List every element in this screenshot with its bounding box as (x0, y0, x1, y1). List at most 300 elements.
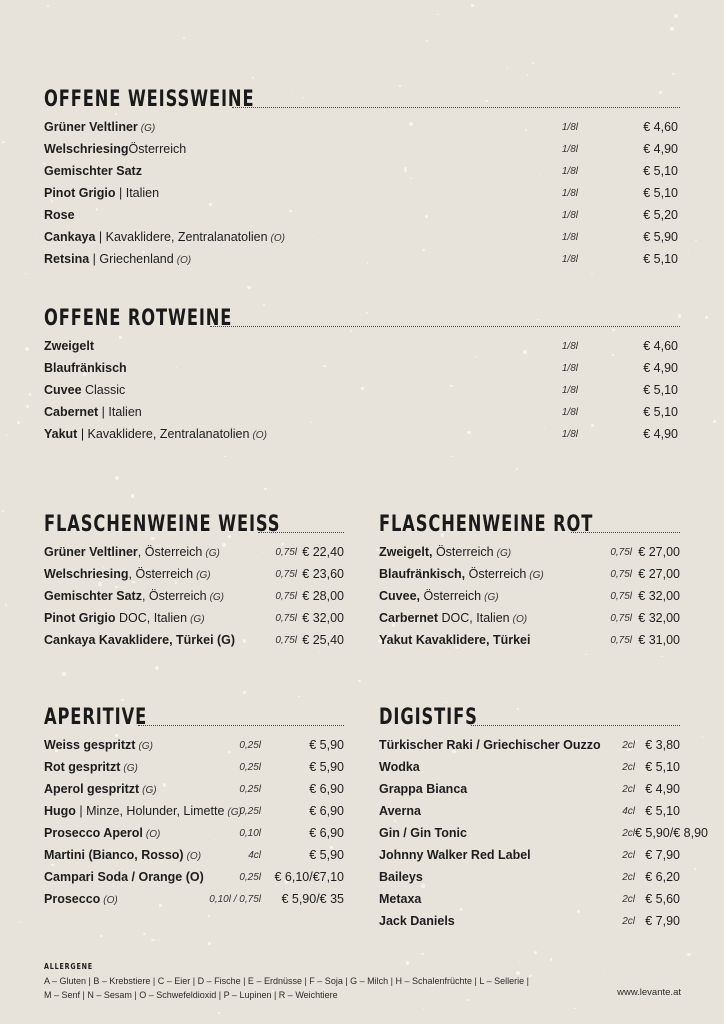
item-volume: 0,75l (275, 612, 297, 624)
item-name: Martini (Bianco, Rosso) (44, 848, 184, 862)
item-origin: , Österreich (128, 567, 194, 581)
item-volume: 2cl (622, 893, 635, 905)
section-header (44, 304, 680, 330)
item-origin: , Österreich (141, 589, 207, 603)
item-name: Gin / Gin Tonic (379, 826, 467, 840)
allergen-code: (O) (512, 614, 528, 625)
item-name-group (44, 164, 502, 178)
item-name: Baileys (379, 870, 423, 884)
item-name: Cuvee (44, 383, 82, 397)
paper-speck (451, 456, 452, 457)
item-volume: 0,75l (275, 568, 297, 580)
item-volume: 2cl (622, 871, 635, 883)
item-origin: Österreich (420, 589, 482, 603)
menu-item (44, 182, 680, 204)
item-volume: 1/8l (561, 231, 578, 243)
allergen-code: (G) (529, 570, 544, 581)
item-price: € 4,90 (643, 427, 678, 441)
menu-item (379, 778, 680, 800)
website-link[interactable]: www.levante.at (617, 987, 681, 998)
paper-speck (426, 40, 428, 42)
menu-item (44, 401, 680, 423)
paper-speck (702, 736, 703, 737)
allergen-code: (O) (252, 430, 267, 441)
item-name-group (44, 361, 502, 375)
item-name-group (379, 567, 584, 581)
item-price: € 6,90 (309, 826, 344, 840)
allergen-code: (G) (209, 592, 225, 603)
paper-speck (298, 696, 300, 697)
item-price: € 6,90 (309, 782, 344, 796)
item-price: € 5,90 (309, 738, 344, 752)
item-name: Zweigelt, (379, 545, 433, 559)
paper-speck (516, 468, 519, 471)
menu-item (44, 563, 344, 585)
item-price: € 5,90 (643, 230, 678, 244)
item-volume: 0,25l (239, 761, 261, 773)
item-name: Averna (379, 804, 421, 818)
paper-speck (437, 14, 439, 16)
section-aperitive (44, 703, 344, 910)
menu-item (44, 866, 344, 888)
paper-speck (670, 27, 674, 31)
section-offene-rotweine (44, 304, 680, 445)
paper-speck (694, 868, 696, 870)
paper-speck (705, 316, 709, 319)
item-volume: 0,25l (239, 783, 261, 795)
paper-speck (224, 456, 225, 457)
item-name-group (379, 892, 569, 906)
item-volume: 2cl (622, 783, 635, 795)
paper-speck (527, 74, 529, 76)
item-volume: 1/8l (561, 362, 578, 374)
item-name-group (379, 782, 569, 796)
paper-speck (29, 393, 31, 396)
item-price: € 6,10/€7,10 (274, 870, 344, 884)
menu-item (379, 800, 680, 822)
paper-speck (264, 488, 267, 490)
item-volume: 0,25l (239, 739, 261, 751)
paper-speck (687, 953, 691, 956)
item-name-group (44, 230, 502, 244)
menu-item (379, 844, 680, 866)
item-price: € 5,90 (309, 848, 344, 862)
paper-speck (661, 656, 663, 657)
item-volume: 0,75l (610, 546, 632, 558)
item-volume: 2cl (622, 739, 635, 751)
item-price: € 4,60 (643, 120, 678, 134)
paper-speck (26, 405, 30, 408)
dotted-rule (210, 326, 680, 327)
item-name-group (44, 120, 502, 134)
section-title: FLASCHENWEINE WEISS (44, 512, 281, 537)
item-volume: 0,75l (610, 590, 632, 602)
section-title: APERITIVE (44, 705, 148, 730)
item-price: € 23,60 (302, 567, 344, 581)
item-name-group (44, 567, 249, 581)
item-name: Prosecco Aperol (44, 826, 143, 840)
menu-item (44, 335, 680, 357)
allergen-title: ALLERGENE (44, 962, 93, 971)
item-origin: Österreich (432, 545, 494, 559)
item-price: € 7,90 (645, 848, 680, 862)
dotted-rule (232, 107, 680, 108)
item-name: Cankaya (44, 230, 96, 244)
item-price: € 5,10 (643, 252, 678, 266)
item-origin: | Italien (98, 405, 142, 419)
item-price: € 5,20 (643, 208, 678, 222)
menu-item (44, 607, 344, 629)
item-volume: 2cl (622, 849, 635, 861)
dotted-rule (138, 725, 344, 726)
paper-speck (573, 31, 575, 33)
item-name-group (379, 633, 584, 647)
item-name: Jack Daniels (379, 914, 455, 928)
item-name-group (44, 804, 242, 818)
item-volume: 0,75l (275, 546, 297, 558)
item-price: € 7,90 (645, 914, 680, 928)
item-name: Prosecco (44, 892, 101, 906)
item-name-group (44, 427, 502, 441)
allergen-code: (O) (176, 255, 192, 266)
menu-item (44, 226, 680, 248)
menu-item (44, 778, 344, 800)
item-volume: 1/8l (561, 253, 578, 265)
item-name: Retsina (44, 252, 90, 266)
item-price: € 6,20 (645, 870, 680, 884)
item-name-group (44, 545, 249, 559)
item-origin: | Minze, Holunder, Limette (75, 804, 225, 818)
allergen-code: (O) (186, 851, 202, 862)
item-name-group (44, 848, 202, 862)
menu-item (44, 248, 680, 270)
item-volume: 1/8l (561, 121, 578, 133)
paper-speck (2, 510, 4, 512)
menu-item (44, 160, 680, 182)
section-digistifs (379, 703, 708, 932)
paper-speck (674, 14, 678, 18)
paper-speck (252, 77, 254, 79)
item-name: Grüner Veltliner (44, 120, 138, 134)
section-flaschenweine-weiss (44, 510, 344, 651)
paper-speck (19, 921, 21, 923)
item-volume: 1/8l (561, 428, 578, 440)
paper-speck (358, 680, 361, 682)
section-title: OFFENE ROTWEINE (44, 306, 233, 331)
item-price: € 5,10 (643, 164, 678, 178)
item-name: Campari Soda / Orange (O) (44, 870, 204, 884)
item-price: € 32,00 (302, 611, 344, 625)
item-name: Rot gespritzt (44, 760, 121, 774)
paper-speck (155, 666, 159, 670)
item-volume: 0,10l (239, 827, 261, 839)
item-name-group (44, 186, 502, 200)
paper-speck (131, 494, 135, 498)
allergen-code: (O) (270, 233, 285, 244)
paper-speck (574, 1008, 576, 1009)
item-origin: Österreich (465, 567, 527, 581)
item-origin: DOC, Italien (438, 611, 510, 625)
section-flaschenweine-rot (379, 510, 680, 651)
item-volume: 1/8l (561, 406, 578, 418)
paper-speck (695, 240, 697, 242)
section-header (379, 703, 680, 729)
paper-speck (37, 784, 38, 785)
menu-item (44, 888, 344, 910)
item-name: Cabernet (44, 405, 99, 419)
dotted-rule (471, 725, 680, 726)
paper-speck (17, 421, 20, 424)
item-name-group (379, 589, 584, 603)
paper-speck (121, 699, 124, 701)
section-title: DIGISTIFS (379, 705, 478, 730)
item-name: Gemischter Satz (44, 589, 142, 603)
item-volume: 1/8l (561, 143, 578, 155)
item-volume: 0,75l (610, 612, 632, 624)
menu-list (44, 734, 344, 910)
item-name-group (379, 848, 569, 862)
item-name-group (44, 760, 194, 774)
item-origin: , Österreich (137, 545, 203, 559)
item-name-group (379, 804, 569, 818)
item-name-group (44, 142, 502, 156)
item-volume: 0,75l (275, 634, 297, 646)
allergen-code: (G) (196, 570, 211, 581)
paper-speck (208, 915, 210, 917)
item-origin: Classic (81, 383, 126, 397)
item-name: Welschriesing (44, 567, 129, 581)
item-name-group (379, 760, 569, 774)
item-name: Blaufränkisch (44, 361, 127, 375)
item-price: € 27,00 (638, 545, 680, 559)
menu-list (44, 541, 344, 651)
item-name-group (44, 383, 502, 397)
menu-item (44, 822, 344, 844)
item-name-group (44, 611, 249, 625)
item-volume: 1/8l (561, 384, 578, 396)
paper-speck (62, 672, 66, 676)
item-price: € 32,00 (638, 611, 680, 625)
item-name-group (44, 892, 194, 906)
paper-speck (208, 942, 212, 945)
paper-speck (151, 939, 155, 942)
paper-speck (36, 238, 37, 239)
paper-speck (550, 958, 552, 961)
paper-speck (423, 1008, 425, 1009)
allergen-code: (G) (227, 807, 242, 818)
item-name-group (44, 208, 502, 222)
item-name: Türkischer Raki / Griechischer Ouzzo (379, 738, 601, 752)
item-name: Aperol gespritzt (44, 782, 140, 796)
item-name: Pinot Grigio (44, 186, 116, 200)
allergen-code: (G) (142, 785, 157, 796)
menu-item (44, 204, 680, 226)
item-price: € 25,40 (302, 633, 344, 647)
item-name-group (379, 870, 569, 884)
allergen-code: (G) (205, 548, 220, 559)
item-name-group (44, 589, 249, 603)
item-name-group (44, 339, 502, 353)
item-volume: 4cl (248, 849, 261, 861)
menu-item (44, 629, 344, 651)
item-name: Zweigelt (44, 339, 95, 353)
paper-speck (471, 4, 474, 6)
paper-speck (6, 434, 8, 436)
item-name-group (44, 826, 194, 840)
item-price: € 4,90 (643, 361, 678, 375)
allergen-legend: A – Gluten | B – Krebstiere | C – Eier | D – Fische | E – Erdnüsse | F – Soja | G – Milch | H – Schalenfrüchte | L – Sellerie | M – Senf | N – Sesam | O – Schwefeldioxid | P – Lupinen | R – Weichtiere (44, 976, 529, 1000)
item-volume: 2cl (622, 761, 635, 773)
menu-item (44, 844, 344, 866)
item-origin: | Kavaklidere, Zentralanatolien (95, 230, 268, 244)
item-name-group (379, 545, 584, 559)
item-name: Hugo (44, 804, 76, 818)
paper-speck (25, 347, 29, 350)
item-price: € 22,40 (302, 545, 344, 559)
menu-item (44, 800, 344, 822)
item-name: Cuvee, (379, 589, 420, 603)
item-price: € 27,00 (638, 567, 680, 581)
paper-speck (247, 286, 251, 288)
paper-speck (534, 951, 537, 954)
item-origin: Österreich (128, 142, 187, 156)
item-price: € 5,60 (645, 892, 680, 906)
item-price: € 31,00 (638, 633, 680, 647)
allergen-code: (G) (484, 592, 499, 603)
paper-speck (688, 253, 689, 254)
item-price: € 5,10 (643, 405, 678, 419)
menu-item (44, 734, 344, 756)
menu-item (44, 379, 680, 401)
section-title: OFFENE WEISSWEINE (44, 87, 255, 112)
item-name-group (44, 782, 194, 796)
allergen-code: (O) (103, 895, 118, 906)
item-volume: 2cl (622, 915, 635, 927)
paper-speck (421, 953, 425, 956)
item-origin: | Griechenland (89, 252, 174, 266)
item-name: Cankaya Kavaklidere, Türkei (G) (44, 633, 236, 647)
menu-item (379, 734, 680, 756)
item-name: Yakut (44, 427, 78, 441)
paper-speck (591, 273, 593, 275)
item-origin: | Italien (115, 186, 160, 200)
item-volume: 0,75l (610, 634, 632, 646)
paper-speck (183, 37, 185, 39)
menu-list (379, 541, 680, 651)
item-name-group (44, 738, 194, 752)
item-name: Gemischter Satz (44, 164, 142, 178)
paper-speck (319, 652, 320, 653)
item-price: € 32,00 (638, 589, 680, 603)
item-volume: 0,10l / 0,75l (209, 893, 261, 905)
paper-speck (713, 420, 716, 423)
paper-speck (143, 933, 146, 935)
paper-speck (243, 691, 246, 694)
item-origin: DOC, Italien (115, 611, 188, 625)
paper-speck (115, 476, 119, 480)
item-name: Blaufränkisch, (379, 567, 466, 581)
paper-speck (218, 1012, 219, 1014)
section-header (44, 703, 344, 729)
menu-list (379, 734, 708, 932)
section-header (379, 510, 680, 536)
item-volume: 0,75l (275, 590, 297, 602)
item-volume: 1/8l (561, 165, 578, 177)
item-volume: 0,25l (239, 805, 261, 817)
item-name: Wodka (379, 760, 420, 774)
menu-item (44, 585, 344, 607)
menu-item (379, 888, 680, 910)
item-price: € 4,90 (645, 782, 680, 796)
item-name: Carbernet (379, 611, 439, 625)
item-name-group (44, 870, 204, 884)
item-price: € 6,90 (309, 804, 344, 818)
menu-item (379, 866, 680, 888)
item-name-group (44, 252, 502, 266)
item-name: Grappa Bianca (379, 782, 468, 796)
paper-speck (100, 935, 103, 937)
allergen-code: (G) (496, 548, 512, 559)
item-name-group (379, 914, 569, 928)
menu-item (44, 116, 680, 138)
item-origin: | Kavaklidere, Zentralanatolien (77, 427, 250, 441)
paper-speck (585, 654, 587, 656)
allergen-code: (G) (123, 763, 138, 774)
allergen-code: (G) (140, 123, 156, 134)
menu-item (379, 563, 680, 585)
paper-speck (25, 273, 27, 274)
allergen-code: (G) (190, 614, 205, 625)
item-volume: 0,25l (239, 871, 261, 883)
item-name: Welschriesing (44, 142, 129, 156)
item-name-group (379, 611, 584, 625)
item-price: € 28,00 (302, 589, 344, 603)
paper-speck (2, 141, 6, 144)
section-title: FLASCHENWEINE ROT (379, 512, 594, 537)
item-name-group (44, 633, 249, 647)
item-volume: 4cl (622, 805, 635, 817)
item-price: € 5,90/€ 35 (281, 892, 344, 906)
menu-item (44, 756, 344, 778)
item-name: Grüner Veltliner (44, 545, 138, 559)
menu-item (379, 607, 680, 629)
menu-item (44, 541, 344, 563)
menu-item (379, 756, 680, 778)
menu-item (44, 357, 680, 379)
item-volume: 2cl (622, 827, 635, 839)
paper-speck (5, 604, 7, 606)
allergen-code: (O) (145, 829, 161, 840)
paper-speck (210, 274, 212, 275)
item-price: € 4,60 (643, 339, 678, 353)
item-price: € 5,10 (643, 383, 678, 397)
menu-item (379, 541, 680, 563)
menu-item (44, 138, 680, 160)
item-name: Weiss gespritzt (44, 738, 136, 752)
item-price: € 5,10 (645, 804, 680, 818)
allergen-code: (G) (138, 741, 153, 752)
item-price: € 5,90 (309, 760, 344, 774)
menu-item (379, 629, 680, 651)
item-name: Pinot Grigio (44, 611, 116, 625)
item-volume: 1/8l (561, 340, 578, 352)
menu-list (44, 335, 680, 445)
paper-speck (47, 5, 50, 7)
item-price: € 5,90/€ 8,90 (635, 826, 708, 840)
paper-speck (34, 334, 35, 335)
item-name-group (44, 405, 502, 419)
section-header (44, 85, 680, 111)
